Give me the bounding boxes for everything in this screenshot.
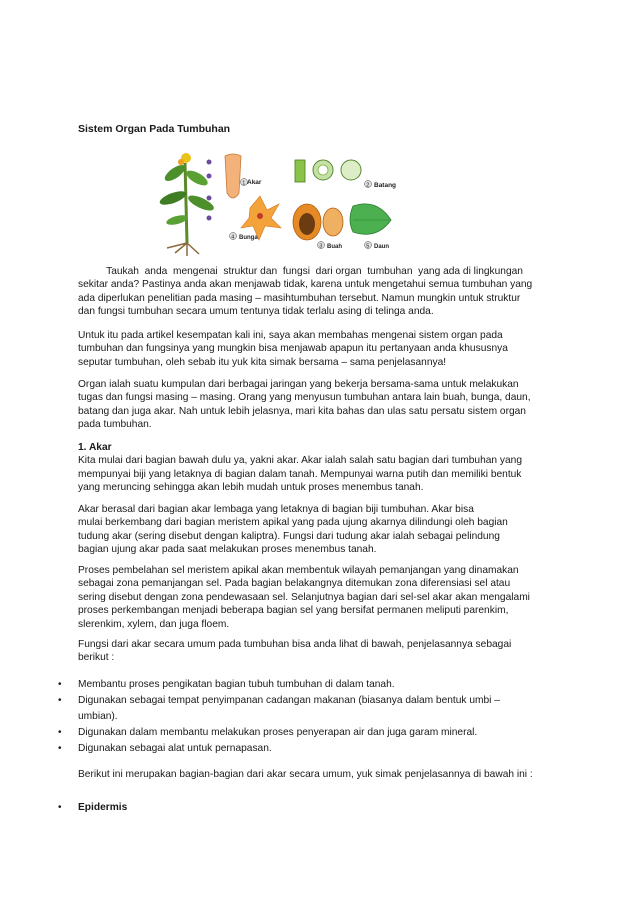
list-item-text: Digunakan dalam membantu melakukan proses penyerapan air dan juga garam mineral.	[78, 727, 478, 738]
text-line: sekitar anda? Pastinya anda akan menjawab tidak, karena untuk mengetahui semua tumbuhan yang	[78, 279, 533, 291]
figure-num-3: 3	[319, 243, 323, 250]
text-line: Proses pembelahan sel meristem apikal akan membentuk wilayah pemanjangan yang dinamakan	[78, 565, 519, 576]
text-line: seputar tumbuhan, oleh sebab itu yuk kita simak bersama – sama penjelasannya!	[78, 356, 447, 368]
paragraph-akar-origin	[78, 503, 560, 557]
figure-label-bunga: Bunga	[239, 235, 258, 241]
text-line: Fungsi dari akar secara umum pada tumbuhan bisa anda lihat di bawah, penjelasannya sebagai	[78, 639, 512, 650]
text-line: mulai berkembang dari bagian meristem apikal yang pada ujung akarnya dilindungi oleh bagian	[78, 517, 508, 529]
text-line: Akar berasal dari bagian akar lembaga yang letaknya di bagian biji tumbuhan. Akar bisa	[78, 504, 474, 515]
text-line: tugas dan fungsi masing – masing. Orang yang menyusun tumbuhan antara lain buah, bunga, daun,	[78, 392, 531, 404]
figure-label-buah: Buah	[327, 244, 342, 250]
text-line: Organ ialah suatu kumpulan dari berbagai jaringan yang bekerja bersama-sama untuk melakukan	[78, 379, 519, 390]
section-akar	[78, 441, 560, 495]
text-line: bagian ujung akar pada saat melakukan proses menembus tanah.	[78, 544, 377, 556]
text-line: sebagai zona pemanjangan sel. Pada bagian belakangnya ditemukan zona diferensiasi sel atau	[78, 578, 511, 590]
figure-num-4: 4	[231, 234, 235, 241]
document-title: Sistem Organ Pada Tumbuhan	[78, 123, 231, 135]
bullet-icon: •	[58, 743, 62, 754]
paragraph-intro	[78, 265, 560, 319]
text-line: mempunyai biji yang letaknya di bagian dalam tanah. Mempunyai warna putih dan memiliki bentuk	[78, 468, 522, 480]
bullet-icon: •	[58, 727, 62, 738]
bullet-icon: •	[58, 679, 62, 690]
list-item-text: Digunakan sebagai tempat penyimpanan cadangan makanan (biasanya dalam bentuk umbi –	[78, 695, 500, 706]
figure-label-akar: Akar	[247, 179, 262, 186]
text-line: ada diperlukan penelitian pada masing – masihtumbuhan tersebut. Namun mungkin untuk struktur	[78, 292, 521, 304]
text-line: Kita mulai dari bagian bawah dulu ya, yakni akar. Akar ialah salah satu bagian dari tumbuhan yang	[78, 455, 523, 467]
list-item	[40, 727, 580, 741]
text-line: tumbuhan dan fungsinya yang mungkin bisa menjawab apapun itu pertanyaan anda khususnya	[78, 343, 508, 355]
paragraph-akar-function-intro	[78, 638, 560, 665]
section-heading: 1. Akar	[78, 442, 112, 453]
list-item-text: Epidermis	[78, 802, 128, 813]
figure-label-daun: Daun	[374, 244, 389, 250]
paragraph-organ-definition	[78, 378, 560, 432]
paragraph-akar-parts-intro	[78, 768, 598, 781]
text-line: Untuk itu pada artikel kesempatan kali ini, saya akan membahas mengenai sistem organ pada	[78, 330, 503, 341]
figure-num-5: 5	[366, 243, 370, 250]
list-item-text: umbian).	[78, 711, 118, 722]
text-line: Taukah anda mengenai struktur dan fungsi dari organ tumbuhan yang ada di lingkungan	[78, 266, 523, 277]
list-item	[40, 679, 580, 693]
text-line: proses perkembangan menjadi beberapa bagian sel yang bersifat permanen meliputi parenkim,	[78, 605, 509, 617]
bullet-icon: •	[58, 695, 62, 706]
figure-label-batang: Batang	[374, 182, 397, 189]
list-item-text: Membantu proses pengikatan bagian tubuh tumbuhan di dalam tanah.	[78, 679, 395, 690]
paragraph-meristem	[78, 564, 560, 631]
text-line: dan fungsi tumbuhan secara umum tentunya tidak terlalu asing di telinga anda.	[78, 306, 434, 318]
figure-num-2: 2	[366, 182, 370, 189]
bullet-icon: •	[58, 802, 62, 813]
text-line: sering disebut dengan zona pendewasaan sel. Selanjutnya bagian dari sel-sel akar akan mengalami	[78, 591, 530, 603]
text-line: pada tumbuhan.	[78, 419, 152, 431]
text-line: tudung akar (sering disebut dengan kaliptra). Fungsi dari tudung akar ialah sebagai pelindung	[78, 530, 500, 542]
list-item-continuation	[40, 711, 580, 725]
list-item	[40, 802, 580, 816]
list-item-text: Digunakan sebagai alat untuk pernapasan.	[78, 743, 272, 754]
text-line: yang meruncing sehingga akan lebih mudah untuk proses menembus tanah.	[78, 482, 424, 494]
paragraph-article-purpose	[78, 329, 560, 369]
list-item	[40, 743, 580, 757]
list-item	[40, 695, 580, 709]
text-line: Berikut ini merupakan bagian-bagian dari akar secara umum, yuk simak penjelasannya di bawah ini :	[78, 769, 533, 780]
text-line: slerenkim, xylem, dan juga floem.	[78, 618, 230, 630]
figure-num-1: 1	[242, 180, 246, 187]
text-line: batang dan juga akar. Nah untuk lebih jelasnya, mari kita bahas dan ulas satu persatu sistem organ	[78, 405, 526, 417]
plant-organs-figure	[155, 148, 397, 258]
text-line: berikut :	[78, 652, 115, 664]
